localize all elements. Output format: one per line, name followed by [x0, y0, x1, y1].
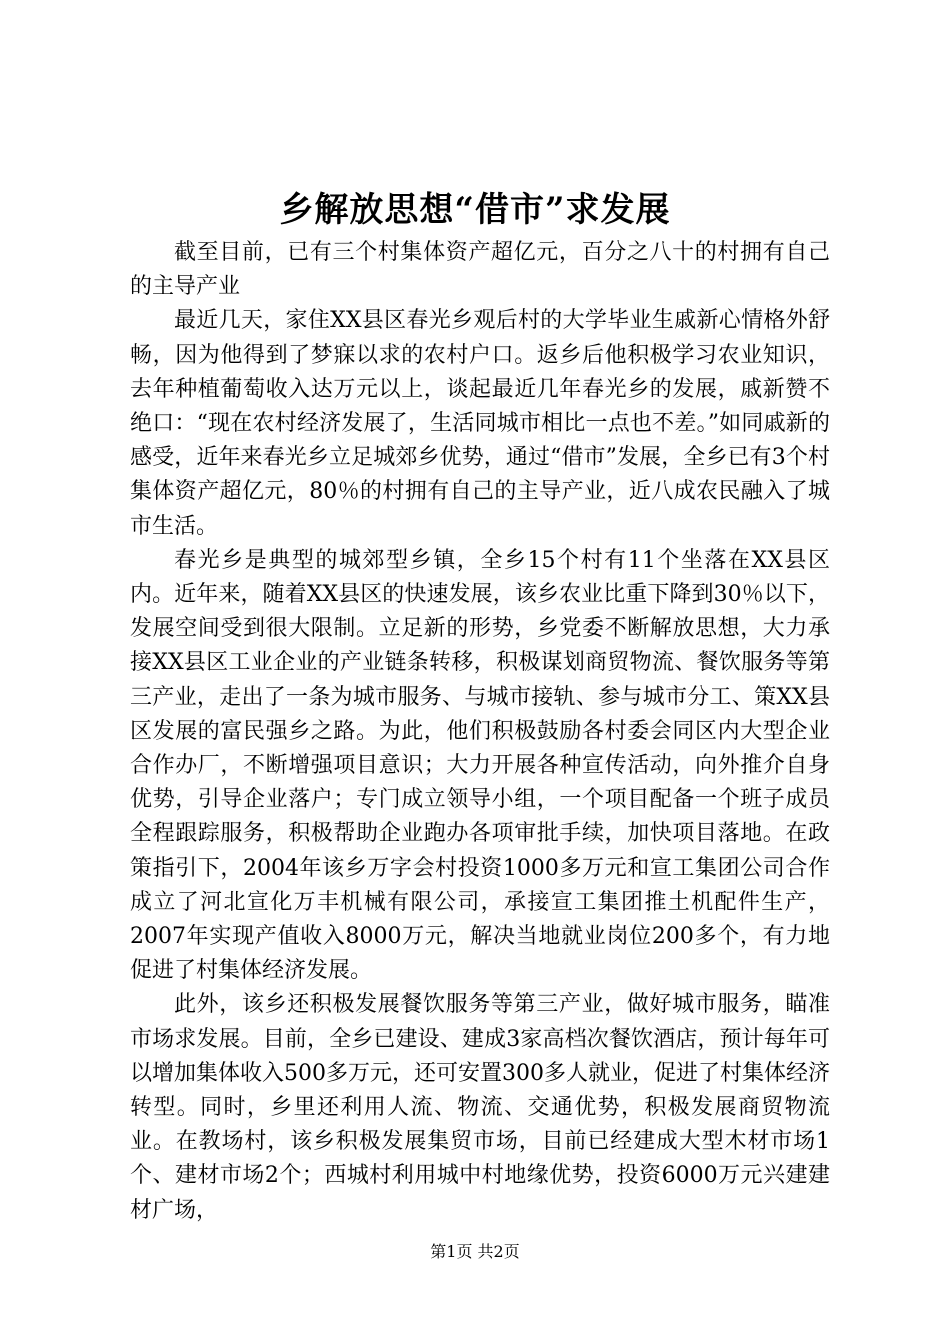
paragraph: 截至目前，已有三个村集体资产超亿元，百分之八十的村拥有自己的主导产业 [130, 240, 830, 300]
paragraph: 春光乡是典型的城郊型乡镇，全乡15个村有11个坐落在XX县区内。近年来，随着XX县区的快速发展，该乡农业比重下降到30％以下，发展空间受到很大限制。立足新的形势，乡党委不断解放思想，大力承接XX县区工业企业的产业链条转移，积极谋划商贸物流、餐饮服务等第三产业，走出了一条为城市服务、与城市接轨、参与城市分工、策XX县区发展的富民强乡之路。为此，他们积极鼓励各村委会同区内大型企业合作办厂，不断增强项目意识；大力开展各种宣传活动，向外推介自身优势，引导企业落户；专门成立领导小组，一个项目配备一个班子成员全程跟踪服务，积极帮助企业跑办各项审批手续，加快项目落地。在政策指引下，2004年该乡万字会村投资1000多万元和宣工集团公司合作成立了河北宣化万丰机械有限公司，承接宣工集团推土机配件生产，2007年实现产值收入8000万元，解决当地就业岗位200多个，有力地促进了村集体经济发展。 [130, 547, 830, 984]
paragraph: 此外，该乡还积极发展餐饮服务等第三产业，做好城市服务，瞄准市场求发展。目前，全乡已建设、建成3家高档次餐饮酒店，预计每年可以增加集体收入500多万元，还可安置300多人就业，促进了村集体经济转型。同时，乡里还利用人流、物流、交通优势，积极发展商贸物流业。在教场村，该乡积极发展集贸市场，目前已经建成大型木材市场1个、建材市场2个；西城村利用城中村地缘优势，投资6000万元兴建建材广场， [130, 992, 830, 1223]
paragraph: 最近几天，家住XX县区春光乡观后村的大学毕业生戚新心情格外舒畅，因为他得到了梦寐以求的农村户口。返乡后他积极学习农业知识，去年种植葡萄收入达万元以上，谈起最近几年春光乡的发展，戚新赞不绝口：“现在农村经济发展了，生活同城市相比一点也不差。”如同戚新的感受，近年来春光乡立足城郊乡优势，通过“借市”发展，全乡已有3个村集体资产超亿元，80％的村拥有自己的主导产业，近八成农民融入了城市生活。 [130, 308, 830, 539]
document-body [130, 236, 830, 1228]
page-footer: 第1页 共2页 [430, 1242, 520, 1261]
document-title: 乡解放思想“借市”求发展 [279, 190, 671, 230]
